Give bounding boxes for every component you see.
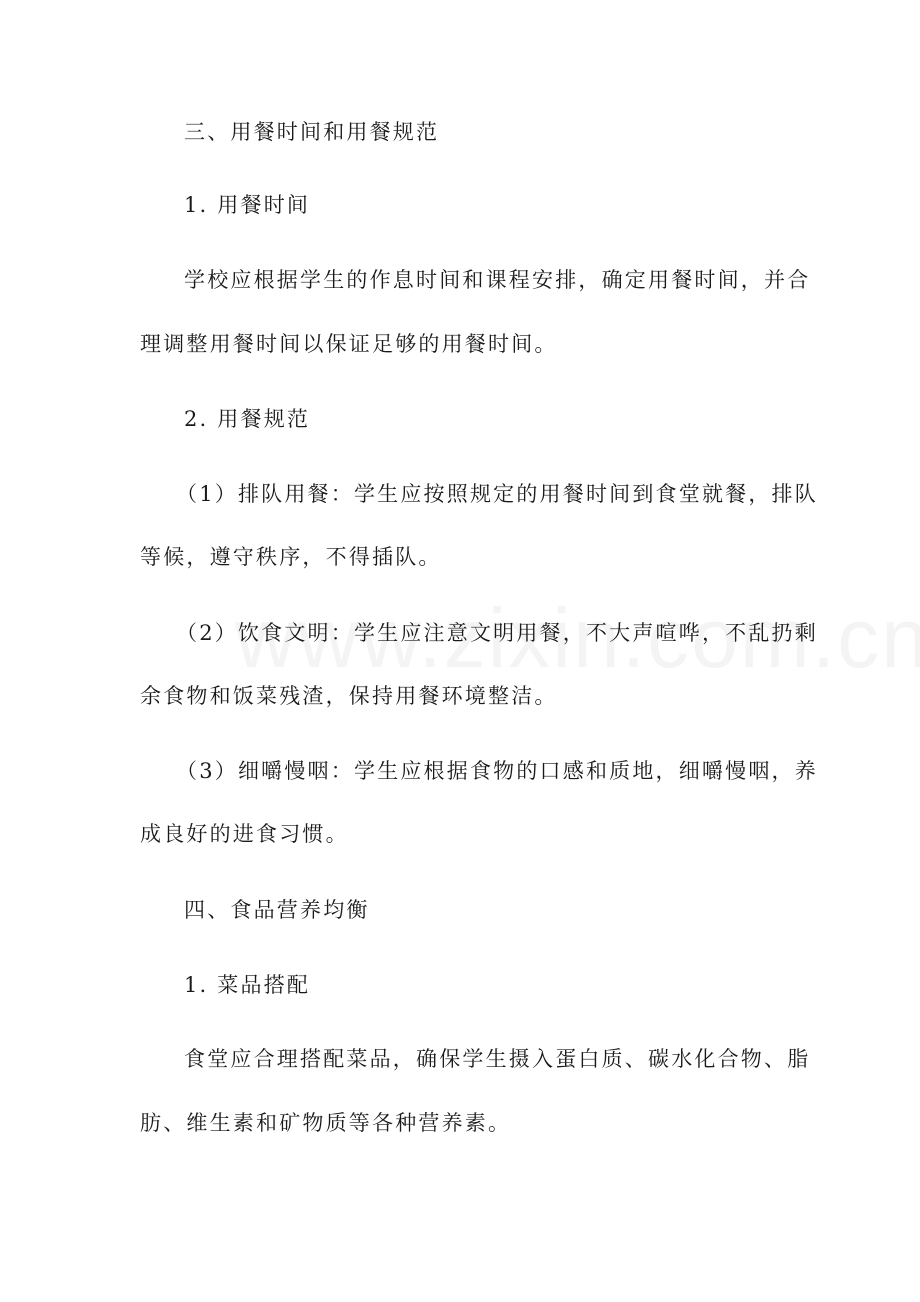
meal-time-paragraph-line-1: 学校应根据学生的作息时间和课程安排，确定用餐时间，并合 xyxy=(184,268,811,292)
meal-time-paragraph-line-2: 理调整用餐时间以保证足够的用餐时间。 xyxy=(140,332,558,356)
subsection-meal-time-title: 1. 用餐时间 xyxy=(184,193,311,217)
section-4-heading: 四、食品营养均衡 xyxy=(184,898,370,922)
section-3-heading: 三、用餐时间和用餐规范 xyxy=(184,120,440,144)
rule-3-line-1: （3）细嚼慢咽：学生应根据食物的口感和质地，细嚼慢咽，养 xyxy=(176,759,818,783)
rule-1-line-2: 等候，遵守秩序，不得插队。 xyxy=(140,545,442,569)
rule-1-line-1: （1）排队用餐：学生应按照规定的用餐时间到食堂就餐，排队 xyxy=(176,482,818,506)
rule-2-line-2: 余食物和饭菜残渣，保持用餐环境整洁。 xyxy=(140,684,558,708)
subsection-dish-pairing-title: 1. 菜品搭配 xyxy=(184,973,311,997)
subsection-meal-rules-title: 2. 用餐规范 xyxy=(184,407,311,431)
rule-2-line-1: （2）饮食文明：学生应注意文明用餐，不大声喧哗，不乱扔剩 xyxy=(176,621,818,645)
dish-pairing-paragraph-line-2: 肪、维生素和矿物质等各种营养素。 xyxy=(140,1111,512,1135)
dish-pairing-paragraph-line-1: 食堂应合理搭配菜品，确保学生摄入蛋白质、碳水化合物、脂 xyxy=(184,1047,811,1071)
rule-3-line-2: 成良好的进食习惯。 xyxy=(140,822,349,846)
